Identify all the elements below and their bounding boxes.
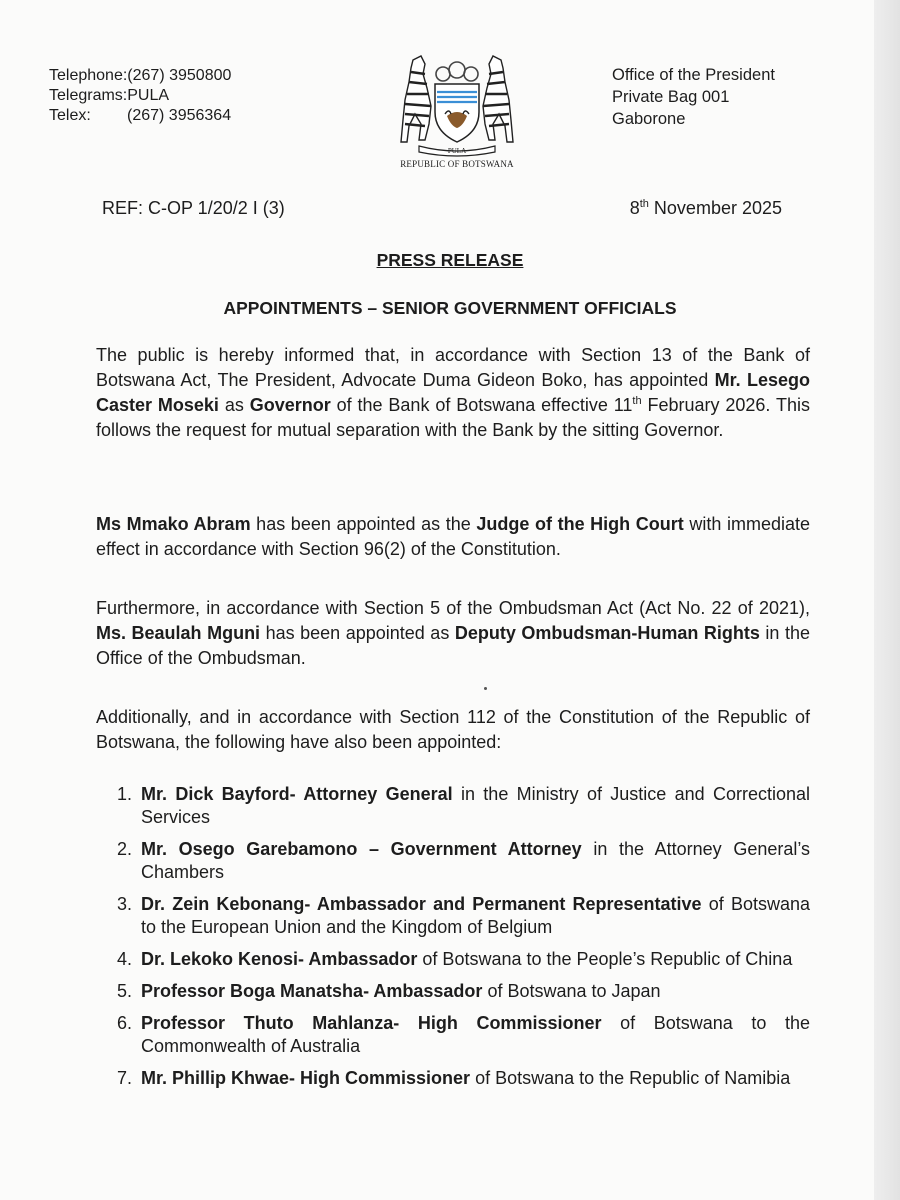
telephone-line [49,66,231,86]
contact-details [49,66,231,126]
list-item [96,1012,810,1058]
telex-line [49,106,231,126]
appointee-role: High Commissioner [300,1068,471,1088]
appointee-name: Ms Mmako Abram [96,514,251,534]
list-text [141,893,810,939]
telex-value: (267) 3956364 [127,107,232,124]
office-line-2: Private Bag 001 [612,88,730,106]
text-run: in the Office of the Ombudsman. [96,623,810,668]
appointee-name: Dr. Lekoko Kenosi [141,949,299,969]
page-edge [874,0,900,1200]
appointee-name: Mr. Phillip Khwae [141,1068,290,1088]
separator: - [298,949,309,969]
telegrams-label: Telegrams: [49,87,128,104]
text-run: Furthermore, in accordance with Section 5 of the Ombudsman Act (Act No. 22 of 2021), [96,598,810,618]
list-item [96,980,810,1003]
list-text [141,1012,810,1058]
date-rest: November 2025 [648,198,782,218]
list-item [96,838,810,884]
crest-caption: REPUBLIC OF BOTSWANA [400,159,514,169]
list-number: 4. [116,949,132,969]
document-title: APPOINTMENTS – SENIOR GOVERNMENT OFFICIALS [223,298,677,318]
shield-icon [435,84,479,142]
appointments-list [96,783,810,1099]
appointee-name: Professor Thuto Mahlanza [141,1013,394,1033]
list-text [141,783,810,829]
list-number: 3. [116,894,132,914]
text-run: The public is hereby informed that, in accordance with Section 13 of the Bank of Botswana Act, The President, Advocate Duma Gideon Boko, has appointed [96,345,810,390]
appointee-name: Mr. Lesego Caster Moseki [96,370,810,415]
appointee-name: Mr. Dick Bayford [141,784,290,804]
appointee-role: Governor [249,395,331,415]
telephone-label: Telephone: [49,67,128,84]
appointment-detail: of Botswana to the Republic of Namibia [470,1068,791,1088]
list-item [96,783,810,829]
telegrams-value: PULA [127,87,170,104]
appointee-role: Judge of the High Court [476,514,684,534]
cogwheels-icon [436,62,478,81]
appointee-role: Government Attorney [390,839,582,859]
appointment-detail: of Botswana to Japan [482,981,661,1001]
list-number: 6. [116,1013,132,1033]
appointment-detail: of Botswana to the Commonwealth of Australia [141,1013,810,1056]
date-day: 8 [629,198,640,218]
text-run: February 2026. This follows the request for mutual separation with the Bank by the sitting Governor. [96,395,810,440]
paragraph-additional: Additionally, and in accordance with Section 112 of the Constitution of the Republic of Botswana, the following have also been appointed: [96,707,810,752]
paragraph-judge [96,512,810,562]
list-text [141,838,810,884]
office-line-1: Office of the President [612,66,775,84]
separator: - [363,981,374,1001]
text-run: with immediate effect in accordance with Section 96(2) of the Constitution. [96,514,811,559]
crest-motto: PULA [447,147,467,155]
appointee-role: High Commissioner [417,1013,602,1033]
appointee-name: Dr. Zein Kebonang [141,894,305,914]
paragraph-governor [96,343,810,443]
coat-of-arms [388,54,526,176]
separator: - [289,1068,301,1088]
appointee-role: Attorney General [303,784,453,804]
appointment-detail: of Botswana to the People’s Republic of China [417,949,793,969]
separator: - [289,784,304,804]
appointment-detail: in the Attorney General’s Chambers [141,839,811,882]
appointment-detail: of Botswana to the European Union and the Kingdom of Belgium [141,894,811,937]
right-zebra-icon [483,56,513,142]
appointee-role: Deputy Ombudsman-Human Rights [454,623,760,643]
list-item [96,893,810,939]
left-zebra-icon [401,56,431,142]
text-run: as [218,395,250,415]
office-line-3: Gaborone [612,110,686,128]
document-date [630,198,782,219]
telegrams-line [49,86,231,106]
appointee-name: Professor Boga Manatsha [141,981,364,1001]
appointment-detail: in the Ministry of Justice and Correctional Services [141,784,810,827]
ordinal-suffix: th [632,395,642,407]
appointee-role: Ambassador and Permanent Representative [316,894,702,914]
stray-mark [484,687,487,690]
list-item [96,1067,810,1090]
separator: – [357,839,391,859]
appointee-name: Mr. Osego Garebamono [141,839,358,859]
telex-label: Telex: [49,107,91,124]
list-item [96,948,810,971]
list-number: 1. [116,784,132,804]
office-address [612,64,775,130]
list-number: 2. [116,839,132,859]
list-text [141,948,810,971]
coat-of-arms-icon [391,54,523,158]
separator: - [304,894,317,914]
paragraph-ombudsman [96,596,810,671]
text-run: of the Bank of Botswana effective 11 [330,395,633,415]
date-suffix: th [639,198,649,210]
reference-line [102,198,782,219]
appointee-name: Ms. Beaulah Mguni [96,623,261,643]
separator: - [393,1013,418,1033]
text-run: has been appointed as [260,623,455,643]
reference-number: REF: C-OP 1/20/2 I (3) [102,198,285,218]
letterhead [0,0,900,180]
list-text [141,1067,810,1090]
list-number: 5. [116,981,132,1001]
appointee-role: Ambassador [308,949,418,969]
telephone-value: (267) 3950800 [127,67,232,84]
press-release-heading: PRESS RELEASE [376,250,524,270]
text-run: has been appointed as the [250,514,477,534]
appointee-role: Ambassador [373,981,483,1001]
list-text [141,980,810,1003]
list-number: 7. [116,1068,132,1088]
